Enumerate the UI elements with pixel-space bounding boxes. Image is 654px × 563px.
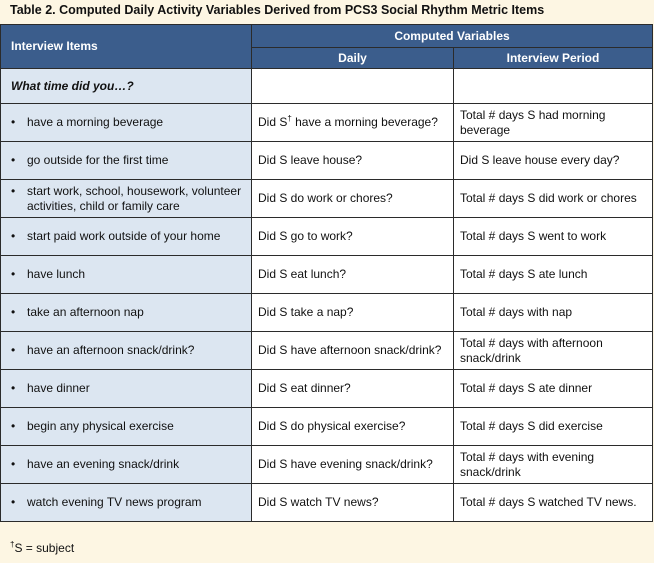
bullet-icon: • [11, 153, 16, 167]
period-cell: Total # days S ate dinner [454, 370, 653, 408]
activity-table [0, 24, 653, 522]
table-row [1, 332, 653, 370]
daily-cell: Did S eat dinner? [252, 370, 454, 408]
bullet-icon: • [11, 183, 16, 198]
daily-cell: Did S† have a morning beverage? [252, 104, 454, 142]
item-text: start paid work outside of your home [27, 229, 221, 243]
table-row [1, 142, 653, 180]
table-row [1, 408, 653, 446]
daily-cell: Did S do work or chores? [252, 180, 454, 218]
daily-cell: Did S leave house? [252, 142, 454, 180]
period-cell: Total # days S had morning beverage [454, 104, 653, 142]
footnote-dagger: † [10, 540, 15, 549]
table-row [1, 446, 653, 484]
period-cell: Total # days S ate lunch [454, 256, 653, 294]
item-text: watch evening TV news program [27, 495, 202, 509]
table-row [1, 104, 653, 142]
bullet-icon: • [11, 457, 16, 471]
header-daily: Daily [252, 48, 454, 69]
bullet-icon: • [11, 419, 16, 433]
question-text: What time did you…? [1, 69, 252, 104]
period-cell: Total # days with nap [454, 294, 653, 332]
bullet-icon: • [11, 381, 16, 395]
table-row [1, 180, 653, 218]
item-text: have an afternoon snack/drink? [27, 343, 195, 357]
bullet-icon: • [11, 229, 16, 243]
period-cell: Total # days S went to work [454, 218, 653, 256]
period-cell: Total # days S did exercise [454, 408, 653, 446]
bullet-icon: • [11, 267, 16, 281]
footnote [10, 540, 74, 556]
question-row [1, 69, 653, 104]
table-row [1, 484, 653, 522]
bullet-icon: • [11, 115, 16, 129]
header-computed-variables: Computed Variables [252, 25, 653, 48]
table-row [1, 294, 653, 332]
period-cell: Did S leave house every day? [454, 142, 653, 180]
daily-cell: Did S take a nap? [252, 294, 454, 332]
item-text: have an evening snack/drink [27, 457, 180, 471]
table-title: Table 2. Computed Daily Activity Variables Derived from PCS3 Social Rhythm Metric Items [10, 3, 545, 17]
period-cell: Total # days S watched TV news. [454, 484, 653, 522]
bullet-icon: • [11, 495, 16, 509]
table-row [1, 256, 653, 294]
item-text: start work, school, housework, volunteer activities, child or family care [27, 183, 242, 213]
table-row [1, 370, 653, 408]
daily-cell: Did S have evening snack/drink? [252, 446, 454, 484]
item-text: take an afternoon nap [27, 305, 144, 319]
daily-cell: Did S have afternoon snack/drink? [252, 332, 454, 370]
item-text: go outside for the first time [27, 153, 169, 167]
table-row [1, 218, 653, 256]
daily-cell: Did S do physical exercise? [252, 408, 454, 446]
item-text: have lunch [27, 267, 86, 281]
header-interview-period: Interview Period [454, 48, 653, 69]
bullet-icon: • [11, 343, 16, 357]
period-cell: Total # days S did work or chores [454, 180, 653, 218]
period-cell: Total # days with evening snack/drink [454, 446, 653, 484]
item-text: have dinner [27, 381, 90, 395]
item-text: have a morning beverage [27, 115, 164, 129]
daily-cell: Did S go to work? [252, 218, 454, 256]
item-text: begin any physical exercise [27, 419, 174, 433]
dagger-mark: † [287, 114, 292, 123]
daily-cell: Did S watch TV news? [252, 484, 454, 522]
daily-cell: Did S eat lunch? [252, 256, 454, 294]
header-interview-items: Interview Items [1, 25, 252, 69]
footnote-text: S = subject [14, 541, 75, 555]
period-cell: Total # days with afternoon snack/drink [454, 332, 653, 370]
bullet-icon: • [11, 305, 16, 319]
